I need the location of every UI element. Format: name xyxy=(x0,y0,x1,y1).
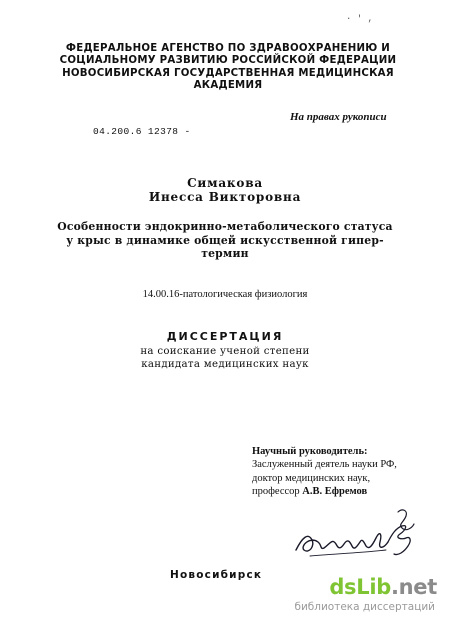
manuscript-note: На правах рукописи xyxy=(290,111,387,123)
advisor-degree-line: доктор медицинских наук, xyxy=(252,472,371,484)
header-line: ФЕДЕРАЛЬНОЕ АГЕНСТВО ПО ЗДРАВООХРАНЕНИЮ И xyxy=(65,43,391,54)
handwritten-signature xyxy=(290,498,430,568)
degree-line: кандидата медицинских наук xyxy=(141,359,309,370)
dissertation-title xyxy=(42,220,408,261)
author-surname: Симакова xyxy=(187,176,263,190)
title-line: Особенности эндокринно-метаболического статуса xyxy=(57,220,393,233)
author-name xyxy=(60,176,390,204)
advisor-rank: профессор xyxy=(252,486,303,498)
degree-line: на соискание ученой степени xyxy=(140,346,310,357)
degree-statement xyxy=(60,345,390,371)
dissertation-heading: ДИССЕРТАЦИЯ xyxy=(166,330,284,343)
scientific-advisor-block xyxy=(252,445,397,499)
specialty-code: 14.00.16-патологическая физиология xyxy=(142,289,308,300)
city: Новосибирск xyxy=(170,569,263,581)
watermark-caption: библиотека диссертаций xyxy=(294,601,435,613)
institution-header xyxy=(50,43,406,93)
title-line: термин xyxy=(201,247,249,260)
header-line: СОЦИАЛЬНОМУ РАЗВИТИЮ РОССИЙСКОЙ ФЕДЕРАЦИИ xyxy=(59,55,397,67)
header-line: НОВОСИБИРСКАЯ ГОСУДАРСТВЕННАЯ МЕДИЦИНСКАЯ xyxy=(62,67,394,79)
author-given-names: Инесса Викторовна xyxy=(148,190,302,204)
advisor-name: А.В. Ефремов xyxy=(302,486,368,498)
header-line: АКАДЕМИЯ xyxy=(193,80,263,92)
advisor-name-line xyxy=(252,485,397,498)
dslib-watermark xyxy=(262,575,447,619)
registration-number: 04.200.6 12378 - xyxy=(93,126,191,137)
advisor-heading: Научный руководитель: xyxy=(252,446,368,457)
title-line: у крыс в динамике общей искусственной гипер- xyxy=(66,233,384,247)
watermark-logo-tld: .net xyxy=(390,575,437,599)
watermark-logo xyxy=(329,575,437,599)
watermark-logo-main: dsLib xyxy=(329,575,391,599)
scan-mark: · ' , xyxy=(346,14,374,24)
advisor-title-line: Заслуженный деятель науки РФ, xyxy=(252,459,397,471)
